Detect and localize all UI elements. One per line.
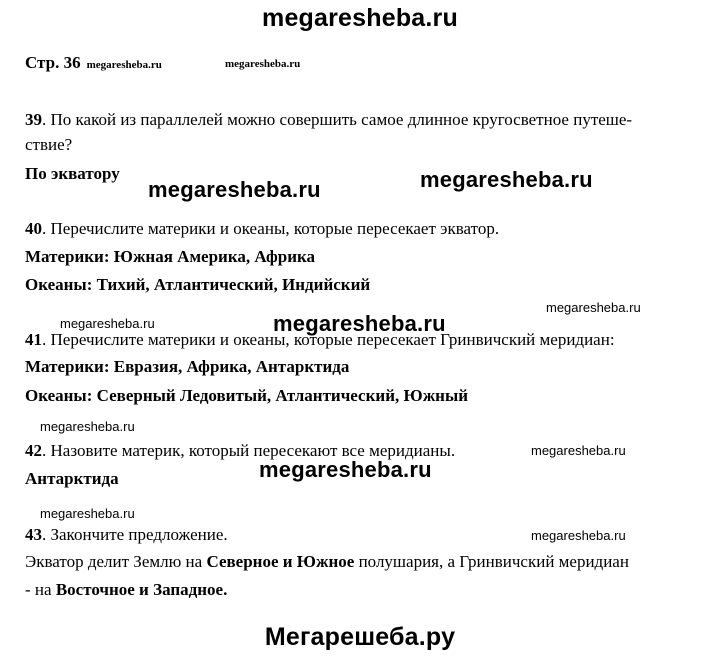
answer-41-oceans: Океаны: Северный Ледовитый, Атлантический, Южный xyxy=(25,386,469,405)
question-number: 43 xyxy=(25,525,42,544)
answer-text: - на xyxy=(25,580,56,599)
footer-site-title: Мегарешеба.ру xyxy=(264,623,456,651)
header-site-title: megaresheba.ru xyxy=(262,4,458,32)
answer-40-oceans: Океаны: Тихий, Атлантический, Индийский xyxy=(25,275,371,294)
watermark-large: megaresheba.ru xyxy=(273,311,446,336)
answer-43-line-1 xyxy=(25,552,629,572)
question-number: 39 xyxy=(25,110,42,129)
watermark-small: megaresheba.ru xyxy=(86,59,162,71)
page-label-row xyxy=(25,53,162,73)
question-39 xyxy=(25,110,632,130)
watermark-small: megaresheba.ru xyxy=(40,419,135,434)
question-39-continued: ствие? xyxy=(25,135,73,154)
question-number: 40 xyxy=(25,219,42,238)
watermark-small: megaresheba.ru xyxy=(531,443,626,458)
answer-42: Антарктида xyxy=(25,469,119,488)
answer-39: По экватору xyxy=(25,164,120,183)
question-number: 42 xyxy=(25,441,42,460)
watermark-large: megaresheba.ru xyxy=(148,177,321,202)
question-41 xyxy=(25,330,615,350)
question-40 xyxy=(25,219,499,239)
watermark-large: megaresheba.ru xyxy=(420,167,593,192)
question-text: . Закончите предложение. xyxy=(42,525,228,544)
question-text: . Назовите материк, который пересекают все меридианы. xyxy=(42,441,456,460)
watermark-small: megaresheba.ru xyxy=(225,58,301,70)
watermark-small: megaresheba.ru xyxy=(546,300,641,315)
question-text: . Перечислите материки и океаны, которые пересекает Гринвичский меридиан: xyxy=(42,330,615,349)
page-label: Стр. 36 xyxy=(25,53,81,72)
answer-highlight: Восточное и Западное. xyxy=(55,580,228,599)
answer-text: Экватор делит Землю на xyxy=(25,552,207,571)
answer-43-line-2 xyxy=(25,580,227,600)
question-text: . Перечислите материки и океаны, которые пересекает экватор. xyxy=(42,219,500,238)
answer-text: полушария, а Гринвичский меридиан xyxy=(354,552,629,571)
question-43 xyxy=(25,525,228,545)
answer-41-continents: Материки: Евразия, Африка, Антарктида xyxy=(25,357,350,376)
watermark-small: megaresheba.ru xyxy=(531,528,626,543)
question-number: 41 xyxy=(25,330,42,349)
answer-40-continents: Материки: Южная Америка, Африка xyxy=(25,247,316,266)
watermark-small: megaresheba.ru xyxy=(40,506,135,521)
question-text: . По какой из параллелей можно совершить самое длинное кругосветное путеше- xyxy=(42,110,633,129)
watermark-large: megaresheba.ru xyxy=(259,457,432,482)
watermark-small: megaresheba.ru xyxy=(60,316,155,331)
answer-highlight: Северное и Южное xyxy=(206,552,355,571)
